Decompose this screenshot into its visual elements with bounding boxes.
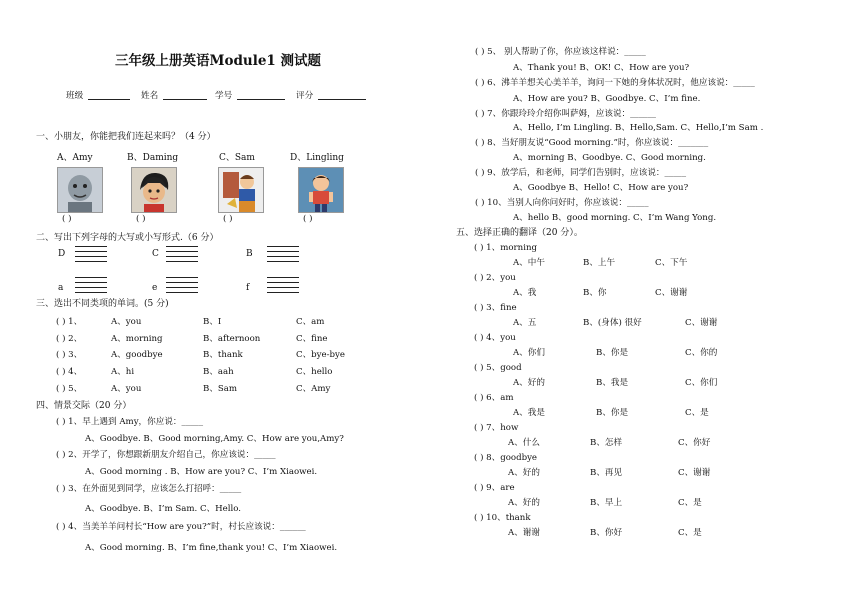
q4-options: A、Goodbye B、Hello! C、How are you?: [513, 183, 689, 193]
q5-option-b: B、你是: [596, 348, 629, 358]
daming-illustration: [132, 168, 176, 212]
q5-option-b: B、再见: [590, 468, 623, 478]
q4-question[interactable]: ( ) 2、开学了，你想跟新朋友介绍自己，你应该说：_____: [56, 450, 276, 460]
q3-option-a: A、you: [111, 317, 142, 327]
q5-option-a: A、我是: [513, 408, 545, 418]
q4-options: A、Good morning . B、How are you? C、I’m Xiaowei.: [85, 467, 318, 477]
q3-option-c: C、Amy: [296, 384, 331, 394]
q4-question[interactable]: ( ) 4、当美羊羊问村长“How are you?”时，村长应该说：______: [56, 522, 306, 532]
q5-option-b: B、(身体) 很好: [583, 318, 642, 328]
q3-heading: 三、选出不同类项的单词。(5 分): [36, 299, 169, 309]
q1-name-a: A、Amy: [57, 153, 93, 163]
q5-question[interactable]: ( ) 4、you: [474, 333, 516, 343]
write-lines-e[interactable]: [166, 277, 198, 297]
q4-heading: 四、情景交际（20 分）: [36, 401, 132, 411]
letter-e: e: [152, 283, 158, 293]
q5-option-a: A、好的: [508, 498, 540, 508]
q4-question[interactable]: ( ) 3、在外面见到同学，应该怎么打招呼：_____: [56, 484, 242, 494]
q5-option-c: C、你们: [685, 378, 718, 388]
q5-option-a: A、谢谢: [508, 528, 540, 538]
q4-question[interactable]: ( ) 7、你跟玲玲介绍你叫萨姆，应该说：______: [475, 109, 656, 119]
number-label: 学号: [215, 91, 233, 101]
letter-d: D: [58, 249, 66, 259]
q5-option-b: B、早上: [590, 498, 623, 508]
q3-option-b: B、afternoon: [203, 334, 261, 344]
class-label: 班级: [66, 91, 84, 101]
q2-heading: 二、写出下列字母的大写或小写形式.（6 分）: [36, 233, 219, 243]
q3-option-c: C、fine: [296, 334, 328, 344]
q5-option-a: A、好的: [513, 378, 545, 388]
amy-picture: [57, 167, 103, 213]
score-blank: [318, 99, 366, 100]
daming-picture: [131, 167, 177, 213]
class-blank: [88, 99, 130, 100]
write-lines-c[interactable]: [166, 246, 198, 266]
q4-question[interactable]: ( ) 9、放学后，和老师，同学们告别时，应该说：_____: [475, 168, 686, 178]
q5-question[interactable]: ( ) 5、good: [474, 363, 522, 373]
q1-paren-a[interactable]: ( ): [62, 214, 72, 224]
q5-option-b: B、我是: [596, 378, 629, 388]
q3-row-num[interactable]: ( ) 1、: [56, 317, 83, 327]
q1-heading: 一、小朋友，你能把我们连起来吗？（4 分）: [36, 132, 216, 142]
q5-option-c: C、是: [678, 498, 702, 508]
q5-question[interactable]: ( ) 6、am: [474, 393, 514, 403]
q4-options: A、Hello, I’m Lingling. B、Hello,Sam. C、Hello,I’m Sam .: [513, 123, 764, 133]
q5-option-c: C、你的: [685, 348, 718, 358]
q4-question[interactable]: ( ) 1、早上遇到 Amy，你应说：_____: [56, 417, 204, 427]
q1-paren-c[interactable]: ( ): [223, 214, 233, 224]
q5-option-a: A、中午: [513, 258, 545, 268]
q4-options: A、morning B、Goodbye. C、Good morning.: [513, 153, 706, 163]
q5-option-a: A、你们: [513, 348, 545, 358]
q3-option-b: B、thank: [203, 350, 243, 360]
sam-picture: [218, 167, 264, 213]
q5-question[interactable]: ( ) 1、morning: [474, 243, 537, 253]
q5-option-c: C、是: [678, 528, 702, 538]
name-label: 姓名: [141, 91, 159, 101]
q3-option-b: B、I: [203, 317, 222, 327]
q5-option-b: B、上午: [583, 258, 616, 268]
q4-question[interactable]: ( ) 5、 别人帮助了你，你应该这样说：_____: [475, 47, 646, 57]
write-lines-a[interactable]: [75, 277, 107, 297]
q4-options: A、How are you? B、Goodbye. C、I’m fine.: [513, 94, 701, 104]
q5-question[interactable]: ( ) 10、thank: [474, 513, 531, 523]
q3-row-num[interactable]: ( ) 3、: [56, 350, 83, 360]
q4-options: A、Thank you! B、OK! C、How are you?: [513, 63, 690, 73]
q5-question[interactable]: ( ) 3、fine: [474, 303, 517, 313]
q5-option-c: C、谢谢: [678, 468, 711, 478]
write-lines-d[interactable]: [75, 246, 107, 266]
q3-option-c: C、bye-bye: [296, 350, 345, 360]
lingling-illustration: [299, 168, 343, 212]
q3-row-num[interactable]: ( ) 2、: [56, 334, 83, 344]
q3-row-num[interactable]: ( ) 4、: [56, 367, 83, 377]
write-lines-b[interactable]: [267, 246, 299, 266]
q5-question[interactable]: ( ) 2、you: [474, 273, 516, 283]
q3-option-a: A、you: [111, 384, 142, 394]
q5-option-a: A、我: [513, 288, 537, 298]
q5-question[interactable]: ( ) 7、how: [474, 423, 519, 433]
q3-option-b: B、Sam: [203, 384, 238, 394]
q5-option-b: B、你: [583, 288, 607, 298]
q4-options: A、Good morning. B、I’m fine,thank you! C、I’m Xiaowei.: [85, 543, 338, 553]
sam-illustration: [219, 168, 263, 212]
q4-question[interactable]: ( ) 10、当别人向你问好时，你应该说：_____: [475, 198, 649, 208]
q5-question[interactable]: ( ) 9、are: [474, 483, 515, 493]
q3-option-c: C、am: [296, 317, 325, 327]
q3-option-b: B、aah: [203, 367, 234, 377]
q3-option-a: A、morning: [111, 334, 163, 344]
lingling-picture: [298, 167, 344, 213]
q3-row-num[interactable]: ( ) 5、: [56, 384, 83, 394]
q5-option-a: A、五: [513, 318, 537, 328]
q4-question[interactable]: ( ) 6、沸羊羊想关心美羊羊，询问一下她的身体状况时，他应该说：_____: [475, 78, 755, 88]
letter-b: B: [246, 249, 253, 259]
number-blank: [237, 99, 285, 100]
page-title: 三年级上册英语Module1 测试题: [115, 53, 322, 69]
q5-option-a: A、什么: [508, 438, 540, 448]
q5-option-a: A、好的: [508, 468, 540, 478]
q5-option-c: C、你好: [678, 438, 711, 448]
q5-heading: 五、选择正确的翻译（20 分）。: [456, 228, 583, 238]
q5-question[interactable]: ( ) 8、goodbye: [474, 453, 538, 463]
q5-option-c: C、谢谢: [685, 318, 718, 328]
q1-paren-d[interactable]: ( ): [303, 214, 313, 224]
q1-paren-b[interactable]: ( ): [136, 214, 146, 224]
q4-options: A、Goodbye. B、I’m Sam. C、Hello.: [85, 504, 241, 514]
q4-question[interactable]: ( ) 8、当好朋友说“Good morning.”时，你应该说：_______: [475, 138, 709, 148]
q5-option-b: B、怎样: [590, 438, 623, 448]
q1-name-b: B、Daming: [127, 153, 179, 163]
letter-a: a: [58, 283, 64, 293]
letter-c: C: [152, 249, 159, 259]
q4-options: A、hello B、good morning. C、I’m Wang Yong.: [513, 213, 717, 223]
q5-option-b: B、你是: [596, 408, 629, 418]
q1-name-d: D、Lingling: [290, 153, 344, 163]
q4-options: A、Goodbye. B、Good morning,Amy. C、How are you,Amy?: [85, 434, 344, 444]
amy-illustration: [58, 168, 102, 212]
q5-option-c: C、下午: [655, 258, 688, 268]
q1-name-c: C、Sam: [219, 153, 255, 163]
q5-option-b: B、你好: [590, 528, 623, 538]
q5-option-c: C、谢谢: [655, 288, 688, 298]
q5-option-c: C、是: [685, 408, 709, 418]
write-lines-f[interactable]: [267, 277, 299, 297]
name-blank: [163, 99, 207, 100]
q3-option-a: A、goodbye: [111, 350, 163, 360]
q3-option-c: C、hello: [296, 367, 333, 377]
letter-f: f: [246, 283, 250, 293]
q3-option-a: A、hi: [111, 367, 135, 377]
score-label: 评分: [296, 91, 314, 101]
